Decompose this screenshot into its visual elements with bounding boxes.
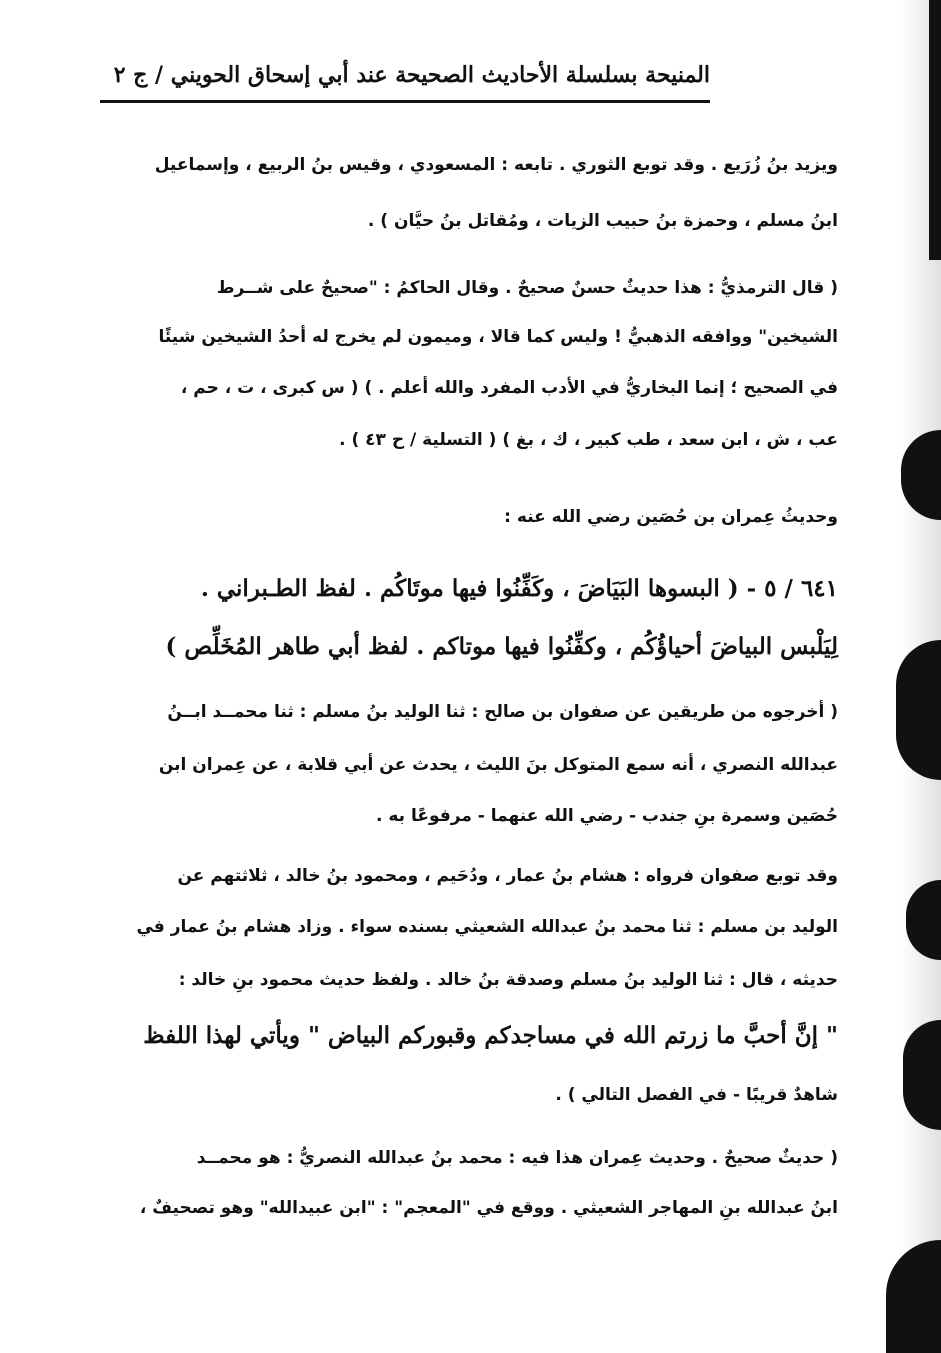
hadith-text-line: لِيَلْبس البياضَ أحياؤُكُم ، وكفِّنُوا فيها موتاكم . لفظ أبي طاهر المُخَلِّص ) <box>165 633 838 660</box>
text-line: وقد توبع صفوان فرواه : هشام بنُ عمار ، ودُحَيم ، ومحمود بنُ خالد ، ثلاثتهم عن <box>177 866 838 886</box>
text-line: وحديثُ عِمران بن حُصَين رضي الله عنه : <box>504 507 838 527</box>
scan-edge-blot <box>929 0 941 260</box>
scan-edge-blot <box>896 640 941 780</box>
running-header <box>100 62 710 100</box>
text-line: شاهدٌ قريبًا - في الفصل التالي ) . <box>555 1085 838 1105</box>
hadith-text-line: " إنَّ أحبَّ ما زرتم الله في مساجدكم وقبوركم البياض " ويأتي لهذا اللفظ <box>143 1022 838 1049</box>
scan-edge-blot <box>886 1240 941 1353</box>
text-line: ابنُ عبدالله بنِ المهاجر الشعيثي . ووقع في "المعجم" : "ابن عبيدالله" وهو تصحيفٌ ، <box>139 1198 838 1218</box>
text-line: عبدالله النصري ، أنه سمع المتوكل بنَ الليث ، يحدث عن أبي قلابة ، عن عِمران ابن <box>158 755 838 775</box>
scan-edge-blot <box>903 1020 941 1130</box>
text-line: ( حديثٌ صحيحٌ . وحديث عِمران هذا فيه : محمد بنُ عبدالله النصريُّ : هو محمــد <box>196 1148 838 1168</box>
header-rule <box>100 100 710 103</box>
text-line: في الصحيح ؛ إنما البخاريُّ في الأدب المفرد والله أعلم . ) ( س كبرى ، ت ، حم ، <box>180 378 838 398</box>
text-line: ويزيد بنُ زُرَيع . وقد توبع الثوري . تابعه : المسعودي ، وقيس بنُ الربيع ، وإسماعيل <box>154 155 838 175</box>
text-line: الشيخين" ووافقه الذهبيُّ ! وليس كما قالا ، وميمون لم يخرج له أحدُ الشيخين شيئًا <box>158 327 838 347</box>
text-line: ( أخرجوه من طريقين عن صفوان بن صالح : ثنا الوليد بنُ مسلم : ثنا محمــد ابــنُ <box>167 702 838 722</box>
text-line: حديثه ، قال : ثنا الوليد بنُ مسلم وصدقة بنُ خالد . ولفظ حديث محمود بنِ خالد : <box>178 970 838 990</box>
header-title: المنيحة بسلسلة الأحاديث الصحيحة عند أبي إسحاق الحويني / ج ٢ <box>113 62 710 88</box>
text-line: الوليد بن مسلم : ثنا محمد بنُ عبدالله الشعيثي بسنده سواء . وزاد هشام بنُ عمار في <box>136 917 838 937</box>
hadith-text-line: ٦٤١ / ٥ - ( البسوها البَيَاضَ ، وكَفِّنُوا فيها موتَاكُم . لفظ الطـبراني . <box>200 575 838 602</box>
text-line: ابنُ مسلم ، وحمزة بنُ حبيب الزيات ، ومُقاتل بنُ حيَّان ) . <box>367 211 838 231</box>
text-line: عب ، ش ، ابن سعد ، طب كبير ، ك ، بغ ) ( التسلية / ح ٤٣ ) . <box>339 430 838 450</box>
text-line: حُصَين وسمرة بنِ جندب - رضي الله عنهما - مرفوعًا به . <box>376 806 838 826</box>
text-line: ( قال الترمذيُّ : هذا حديثٌ حسنٌ صحيحٌ . وقال الحاكمُ : "صحيحٌ على شــرط <box>216 278 838 298</box>
